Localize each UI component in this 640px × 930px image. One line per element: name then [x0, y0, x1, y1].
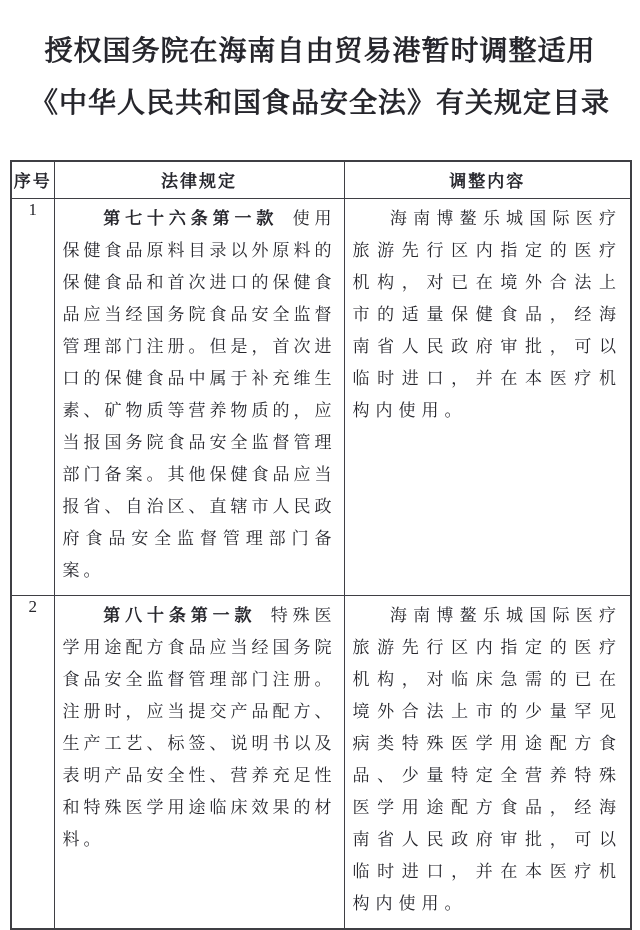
document-title-line-1: 授权国务院在海南自由贸易港暂时调整适用 — [44, 36, 596, 67]
adjustment-paragraph: 海南博鳌乐城国际医疗旅游先行区内指定的医疗机构，对临床急需的已在境外合法上市的少量罕见病类特殊医学用途配方食品、少量特定全营养特殊医学用途配方食品，经海南省人民政府审批，可以临时进口，并在本医疗机构内使用。 — [352, 605, 622, 913]
row-index-cell: 2 — [11, 595, 54, 929]
law-text: 使用保健食品原料目录以外原料的保健食品和首次进口的保健食品应当经国务院食品安全监督管理部门注册。但是，首次进口的保健食品中属于补充维生素、矿物质等营养物质的，应当报国务院食品安全监督管理部门备案。其他保健食品应当报省、自治区、直辖市人民政府食品安全监督管理部门备案。 — [62, 208, 336, 580]
adjustment-cell — [344, 198, 631, 595]
law-paragraph — [63, 203, 336, 587]
regulations-table — [10, 160, 632, 930]
law-provision-cell — [54, 595, 344, 929]
law-provision-cell — [54, 198, 344, 595]
row-index-cell: 1 — [11, 198, 54, 595]
header-cell-adjustment: 调整内容 — [344, 161, 631, 198]
header-cell-law-provision: 法律规定 — [54, 161, 344, 198]
law-text: 特殊医学用途配方食品应当经国务院食品安全监督管理部门注册。注册时，应当提交产品配方、生产工艺、标签、说明书以及表明产品安全性、营养充足性和特殊医学用途临床效果的材料。 — [62, 605, 336, 849]
document-title-line-2: 《中华人民共和国食品安全法》有关规定目录 — [29, 88, 610, 119]
law-article-lead: 第八十条第一款 — [103, 605, 257, 625]
table-row — [11, 198, 631, 595]
document-title — [18, 26, 622, 130]
header-cell-index: 序号 — [11, 161, 54, 198]
law-paragraph — [63, 600, 336, 856]
adjustment-paragraph: 海南博鳌乐城国际医疗旅游先行区内指定的医疗机构，对已在境外合法上市的适量保健食品，经海南省人民政府审批，可以临时进口，并在本医疗机构内使用。 — [352, 208, 622, 420]
page — [0, 26, 640, 913]
document-page — [0, 26, 640, 913]
law-article-lead: 第七十六条第一款 — [103, 208, 279, 228]
adjustment-cell — [344, 595, 631, 929]
table-header-row — [11, 161, 631, 198]
table-row — [11, 595, 631, 929]
